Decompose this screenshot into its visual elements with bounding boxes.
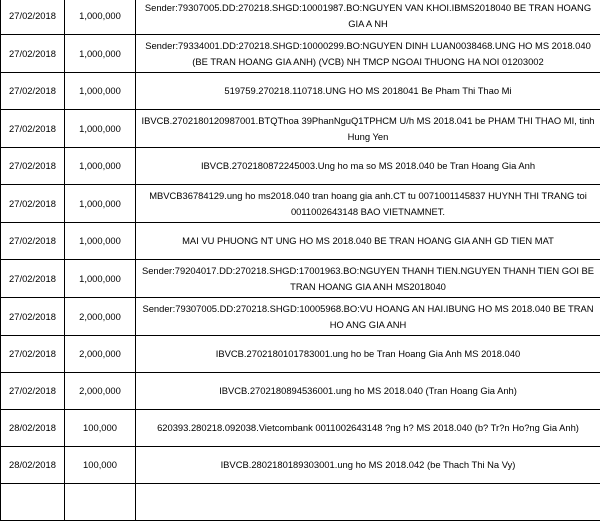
amount-cell <box>65 484 136 521</box>
description-cell: IBVCB.2702180872245003.Ung ho ma so MS 2018.040 be Tran Hoang Gia Anh <box>136 148 600 185</box>
table-row <box>1 148 600 185</box>
description-cell: 620393.280218.092038.Vietcombank 0011002643148 ?ng h? MS 2018.040 (b? Tr?n Ho?ng Gia Anh) <box>136 410 600 447</box>
amount-cell: 1,000,000 <box>65 110 136 148</box>
date-cell: 27/02/2018 <box>1 260 65 298</box>
date-cell: 28/02/2018 <box>1 410 65 447</box>
table-row <box>1 336 600 373</box>
amount-cell: 100,000 <box>65 410 136 447</box>
date-cell: 27/02/2018 <box>1 223 65 260</box>
description-cell: MAI VU PHUONG NT UNG HO MS 2018.040 BE TRAN HOANG GIA ANH GD TIEN MAT <box>136 223 600 260</box>
date-cell <box>1 484 65 521</box>
table-row <box>1 373 600 410</box>
date-cell: 27/02/2018 <box>1 0 65 35</box>
date-cell: 28/02/2018 <box>1 447 65 484</box>
table-row <box>1 298 600 336</box>
amount-cell: 1,000,000 <box>65 185 136 223</box>
amount-cell: 1,000,000 <box>65 0 136 35</box>
description-cell: IBVCB.2702180101783001.ung ho be Tran Hoang Gia Anh MS 2018.040 <box>136 336 600 373</box>
amount-cell: 1,000,000 <box>65 148 136 185</box>
amount-cell: 1,000,000 <box>65 73 136 110</box>
table-row <box>1 35 600 73</box>
date-cell: 27/02/2018 <box>1 185 65 223</box>
date-cell: 27/02/2018 <box>1 336 65 373</box>
table-row <box>1 185 600 223</box>
amount-cell: 1,000,000 <box>65 223 136 260</box>
description-cell: IBVCB.2802180189303001.ung ho MS 2018.042 (be Thach Thi Na Vy) <box>136 447 600 484</box>
amount-cell: 1,000,000 <box>65 260 136 298</box>
table-row <box>1 73 600 110</box>
description-cell: MBVCB36784129.ung ho ms2018.040 tran hoang gia anh.CT tu 0071001145837 HUYNH THI TRANG toi 0011002643148 BAO VIETNAMNET. <box>136 185 600 223</box>
description-cell: IBVCB.2702180120987001.BTQThoa 39PhanNguQ1TPHCM U/h MS 2018.041 be PHAM THI THAO MI, tinh Hung Yen <box>136 110 600 148</box>
description-cell: Sender:79204017.DD:270218.SHGD:17001963.BO:NGUYEN THANH TIEN.NGUYEN THANH TIEN GOI BE TRAN HOANG GIA ANH MS2018040 <box>136 260 600 298</box>
amount-cell: 2,000,000 <box>65 373 136 410</box>
description-cell: 519759.270218.110718.UNG HO MS 2018041 Be Pham Thi Thao Mi <box>136 73 600 110</box>
date-cell: 27/02/2018 <box>1 373 65 410</box>
table-row <box>1 110 600 148</box>
date-cell: 27/02/2018 <box>1 73 65 110</box>
description-cell: Sender:79307005.DD:270218.SHGD:10005968.BO:VU HOANG AN HAI.IBUNG HO MS 2018.040 BE TRAN HO ANG GIA ANH <box>136 298 600 336</box>
date-cell: 27/02/2018 <box>1 35 65 73</box>
table-row <box>1 0 600 35</box>
table-row <box>1 484 600 521</box>
table-row <box>1 223 600 260</box>
amount-cell: 2,000,000 <box>65 336 136 373</box>
amount-cell: 2,000,000 <box>65 298 136 336</box>
table-row <box>1 410 600 447</box>
description-cell: Sender:79307005.DD:270218.SHGD:10001987.BO:NGUYEN VAN KHOI.IBMS2018040 BE TRAN HOANG GIA A NH <box>136 0 600 35</box>
date-cell: 27/02/2018 <box>1 110 65 148</box>
table-row <box>1 260 600 298</box>
description-cell: IBVCB.2702180894536001.ung ho MS 2018.040 (Tran Hoang Gia Anh) <box>136 373 600 410</box>
description-cell: Sender:79334001.DD:270218.SHGD:10000299.BO:NGUYEN DINH LUAN0038468.UNG HO MS 2018.040 (BE TRAN HOANG GIA ANH) (VCB) NH TMCP NGOAI THUONG HA NOI 01203002 <box>136 35 600 73</box>
amount-cell: 1,000,000 <box>65 35 136 73</box>
date-cell: 27/02/2018 <box>1 298 65 336</box>
table-row <box>1 447 600 484</box>
description-cell <box>136 484 600 521</box>
date-cell: 27/02/2018 <box>1 148 65 185</box>
amount-cell: 100,000 <box>65 447 136 484</box>
